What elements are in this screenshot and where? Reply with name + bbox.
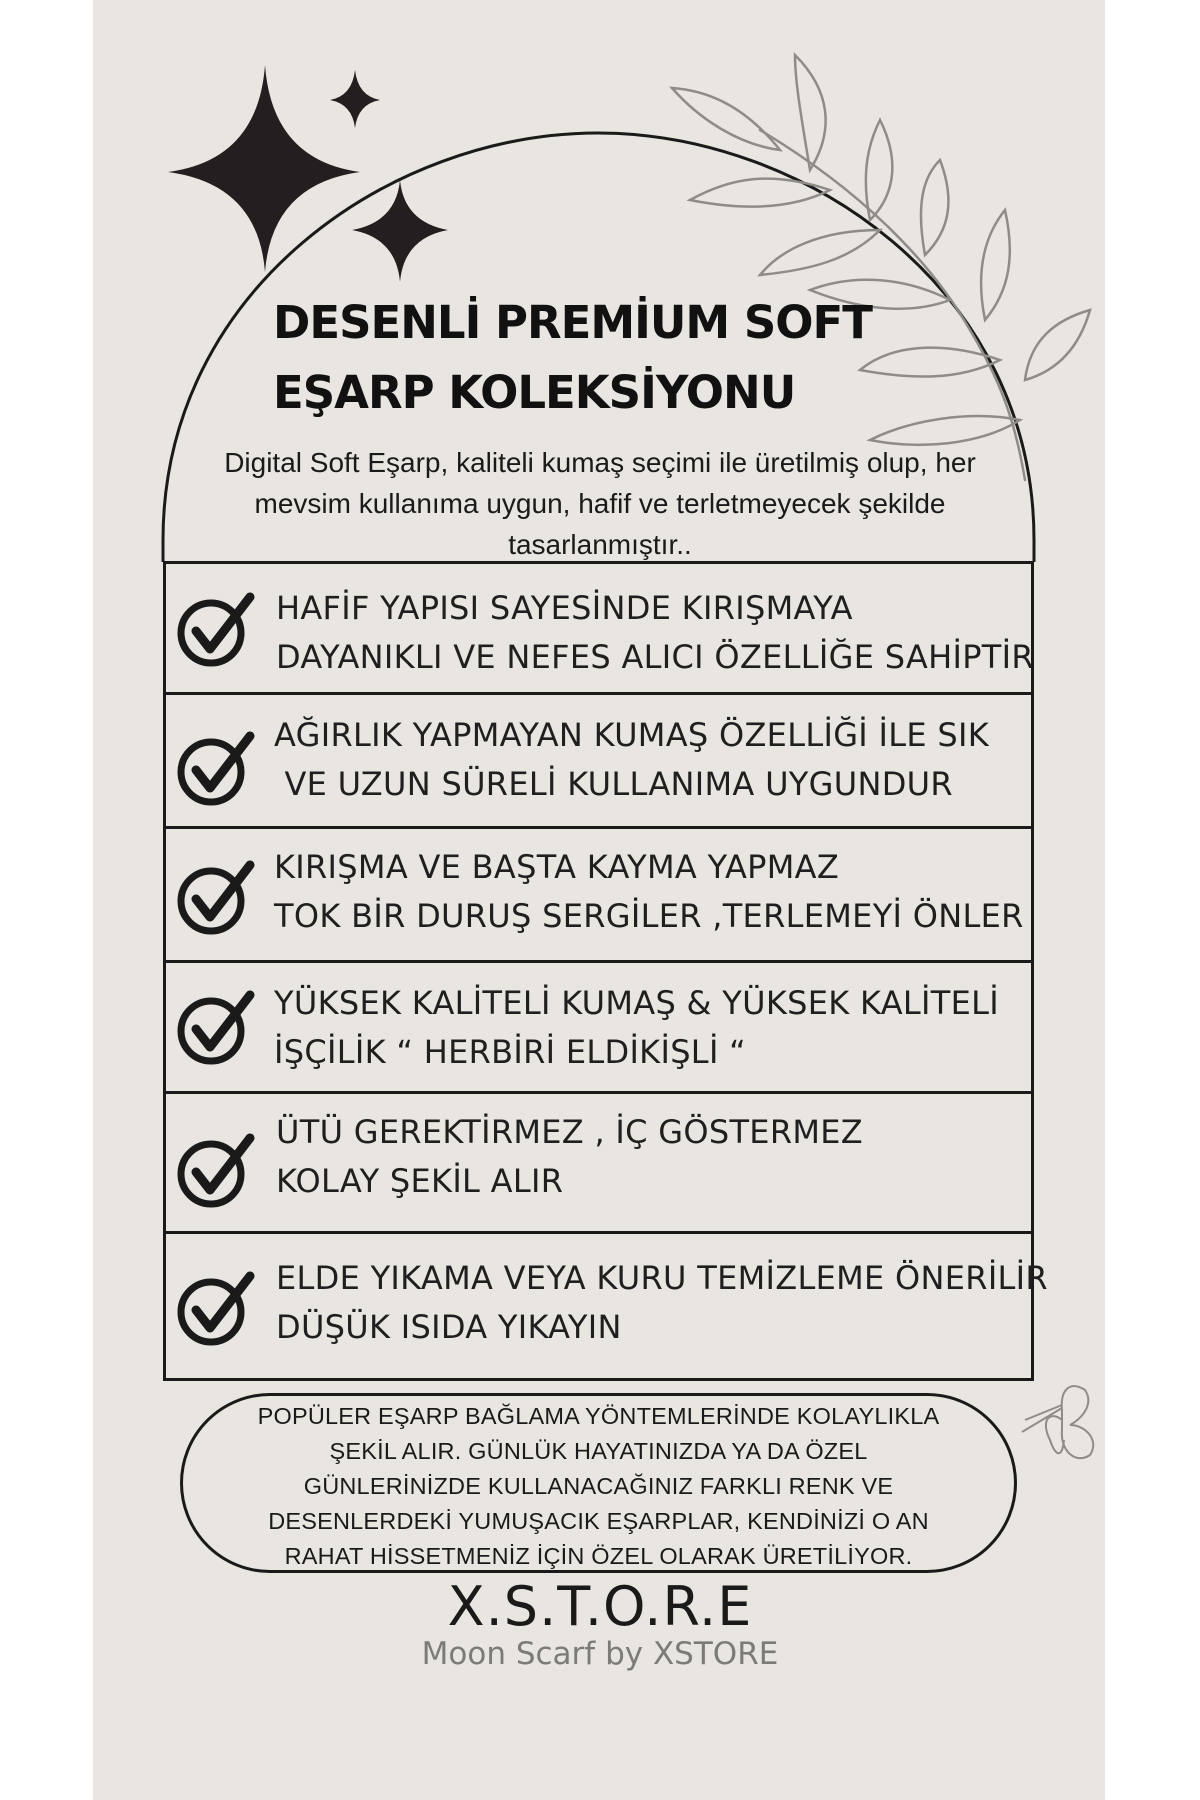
intro-text: Digital Soft Eşarp, kaliteli kumaş seçimi ile üretilmiş olup, her mevsim kullanıma uygun, hafif ve terletmeyecek şekilde tasarlanmıştır.. xyxy=(224,447,976,560)
feature-row xyxy=(163,829,1034,963)
feature-text: HAFİF YAPISI SAYESİNDE KIRIŞMAYA DAYANIKLI VE NEFES ALICI ÖZELLİĞE SAHİPTİR xyxy=(276,589,1034,676)
feature-row xyxy=(163,1094,1034,1234)
feature-list xyxy=(163,561,1048,1381)
feature-text: KIRIŞMA VE BAŞTA KAYMA YAPMAZ TOK BİR DURUŞ SERGİLER ,TERLEMEYİ ÖNLER xyxy=(274,848,1024,935)
feature-row xyxy=(163,561,1034,695)
brand-name: X.S.T.O.R.E xyxy=(447,1575,753,1638)
feature-row xyxy=(163,695,1034,829)
feature-row xyxy=(163,1234,1048,1381)
feature-text: AĞIRLIK YAPMAYAN KUMAŞ ÖZELLİĞİ İLE SIK VE UZUN SÜRELİ KULLANIMA UYGUNDUR xyxy=(274,716,989,803)
title-line-1: DESENLİ PREMİUM SOFT xyxy=(273,296,872,349)
check-icon xyxy=(176,730,256,810)
feature-text: ÜTÜ GEREKTİRMEZ , İÇ GÖSTERMEZ KOLAY ŞEKİL ALIR xyxy=(276,1113,864,1200)
feature-row xyxy=(163,963,1034,1094)
feature-text: ELDE YIKAMA VEYA KURU TEMİZLEME ÖNERİLİR DÜŞÜK ISIDA YIKAYIN xyxy=(276,1259,1048,1346)
title-line-2: EŞARP KOLEKSİYONU xyxy=(273,366,796,419)
page-title xyxy=(273,288,893,428)
check-icon xyxy=(176,989,256,1069)
check-icon xyxy=(176,591,256,671)
feature-text: YÜKSEK KALİTELİ KUMAŞ & YÜKSEK KALİTELİ İŞÇİLİK “ HERBİRİ ELDİKİŞLİ “ xyxy=(274,984,1000,1071)
check-icon xyxy=(176,1270,256,1350)
footer-description: POPÜLER EŞARP BAĞLAMA YÖNTEMLERİNDE KOLAYLIKLA ŞEKİL ALIR. GÜNLÜK HAYATINIZDA YA DA ÖZEL GÜNLERİNİZDE KULLANACAĞINIZ FARKLI RENK VE DESENLERDEKİ YUMUŞACIK EŞARPLAR, KENDİNİZİ O AN RAHAT HİSSETMENİZ İÇİN ÖZEL OLARAK ÜRETİLİYOR. xyxy=(257,1403,940,1569)
check-icon xyxy=(176,859,256,939)
brand-tagline: Moon Scarf by XSTORE xyxy=(421,1636,779,1672)
check-icon xyxy=(176,1132,256,1212)
